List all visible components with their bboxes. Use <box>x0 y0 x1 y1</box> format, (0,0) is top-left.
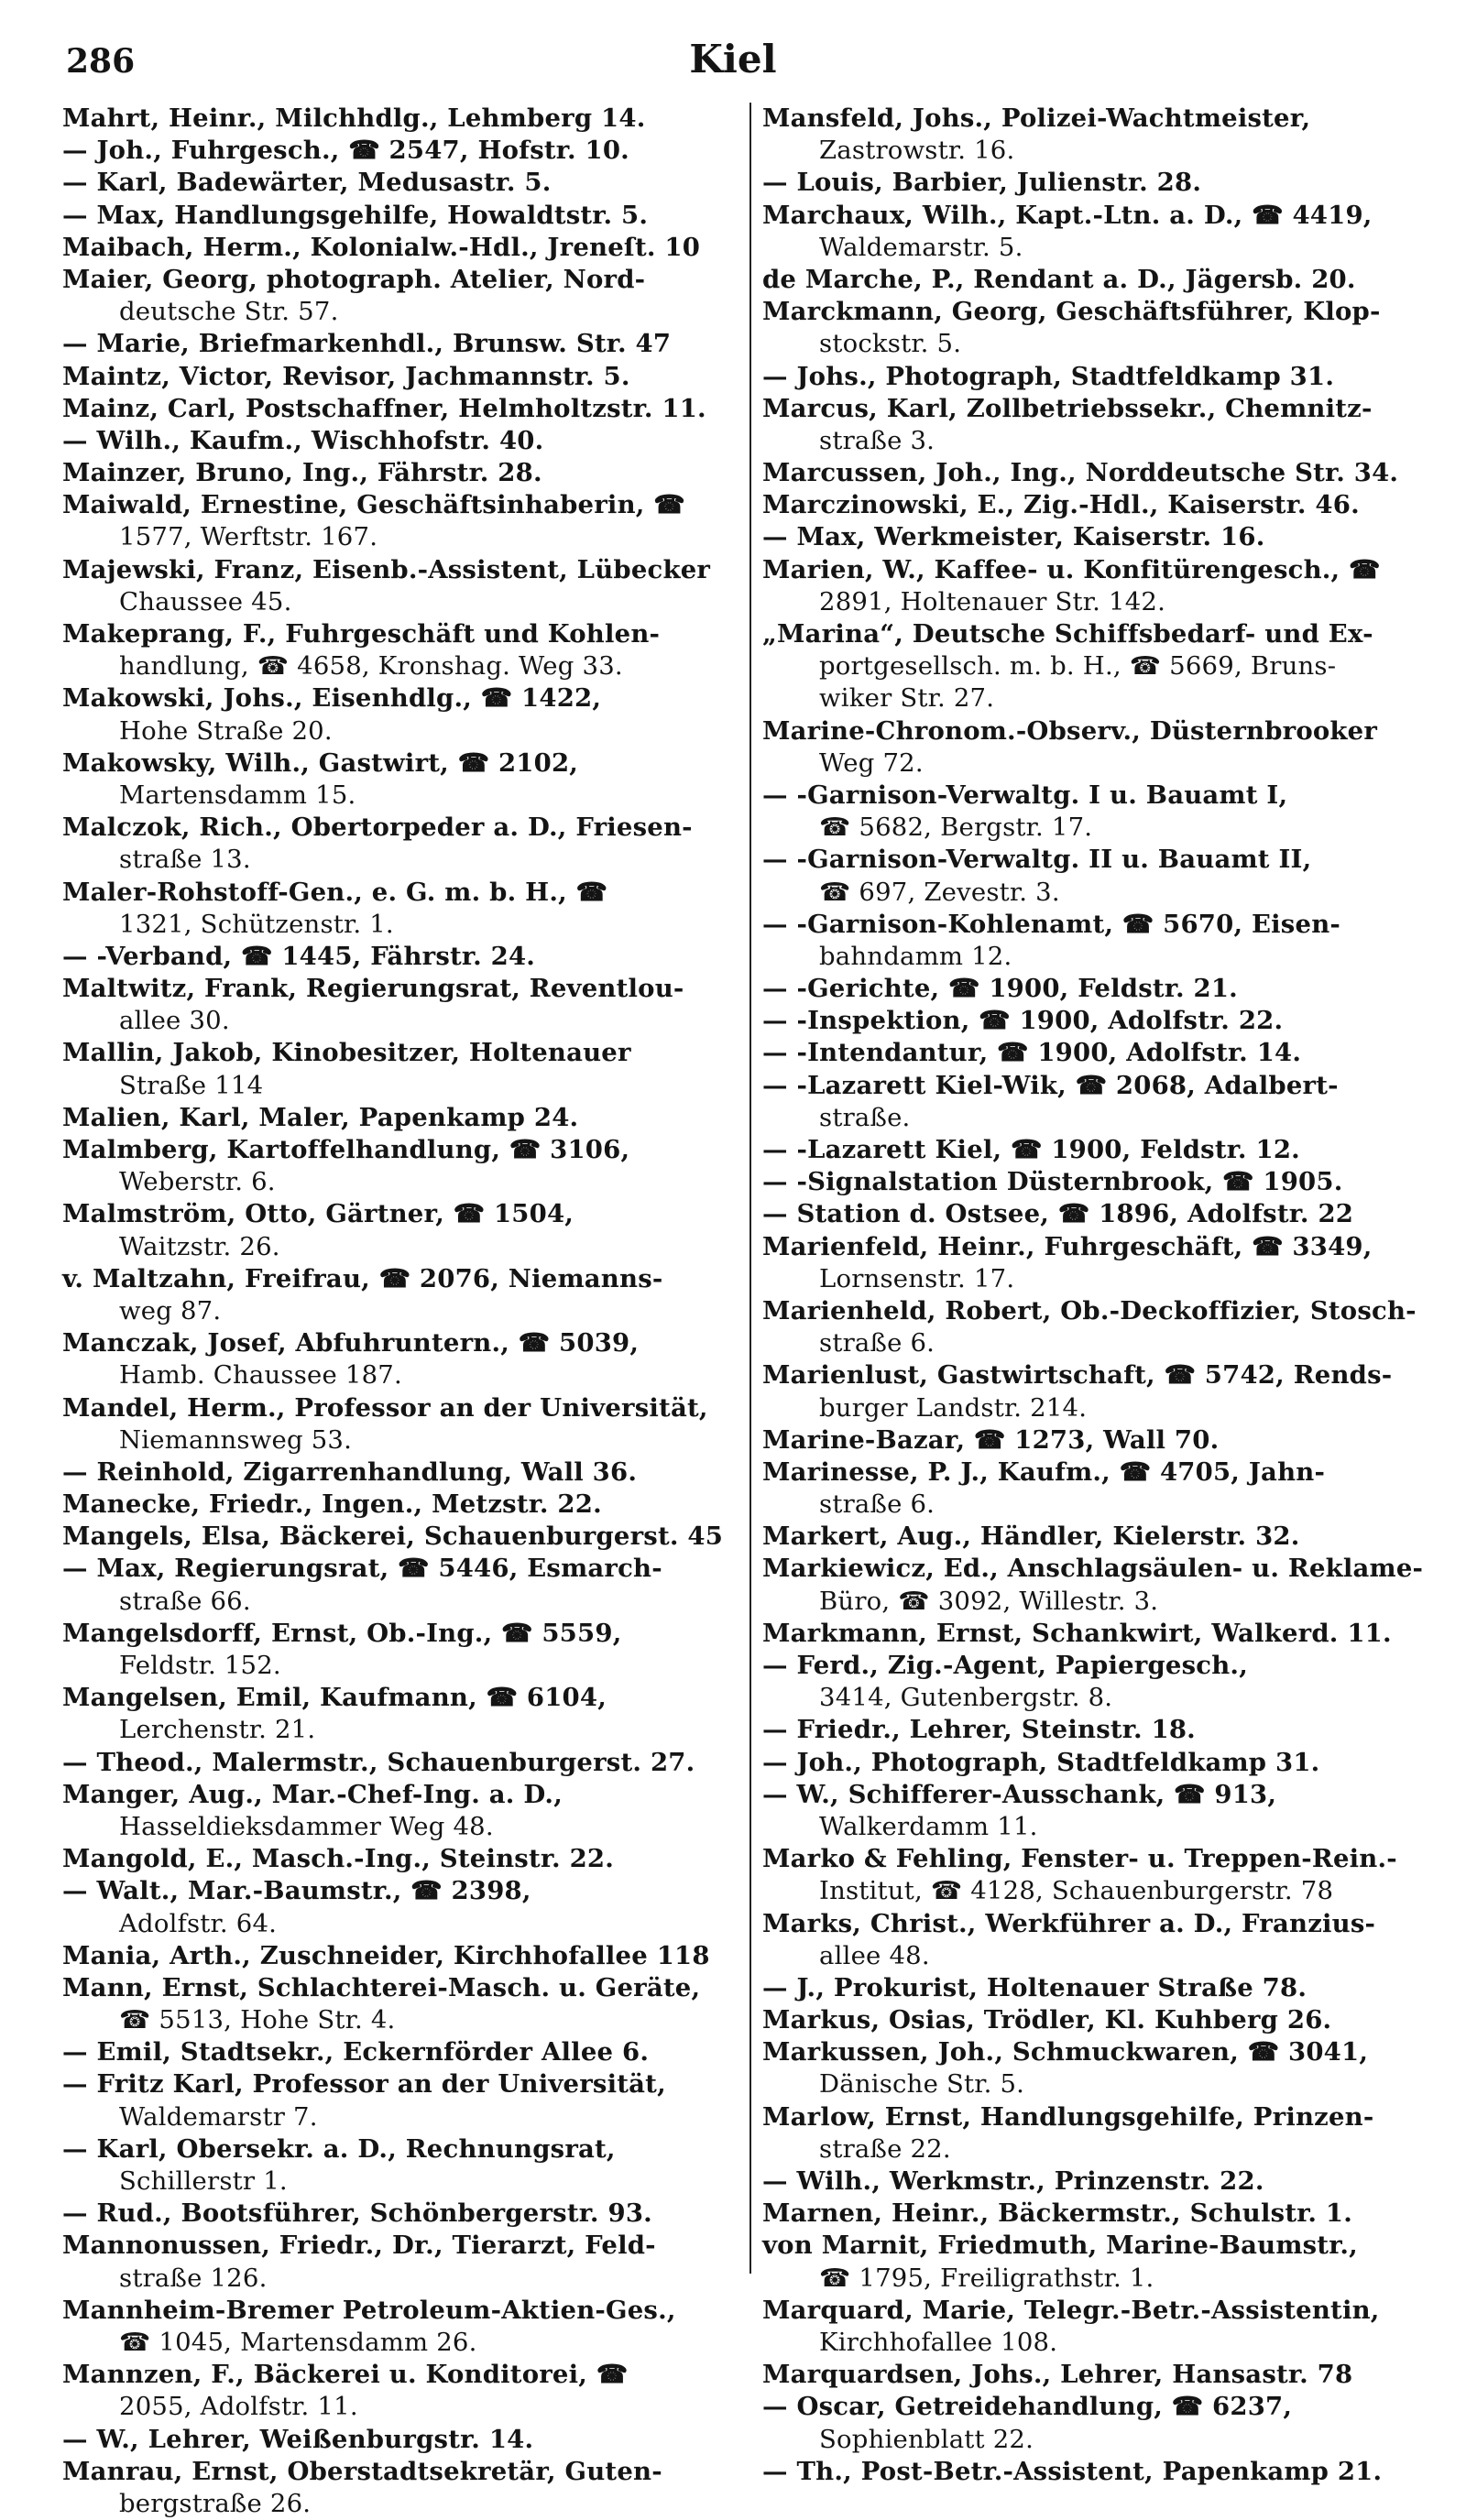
entry-continuation-line: ☎ 1795, Freiligrathstr. 1. <box>819 2263 1154 2293</box>
entry-continuation-line: Weg 72. <box>819 747 924 778</box>
entry-continuation-line: Chaussee 45. <box>119 586 292 616</box>
directory-entry-line: — -Inspektion, ☎ 1900, Adolfstr. 22. <box>762 1006 1284 1036</box>
directory-entry-line: — Joh., Fuhrgesch., ☎ 2547, Hofstr. 10. <box>62 136 629 166</box>
directory-entry-line: „Marina“, Deutsche Schiffsbedarf- und Ex- <box>762 619 1373 649</box>
directory-entry-line: — -Garnison-Kohlenamt, ☎ 5670, Eisen- <box>762 909 1340 939</box>
directory-entry-line: Marks, Christ., Werkführer a. D., Franzius- <box>762 1908 1376 1938</box>
directory-entry-line: — Louis, Barbier, Julienstr. 28. <box>762 168 1202 198</box>
entry-continuation-line: Hohe Straße 20. <box>119 715 333 746</box>
entry-continuation-line: Kirchhofallee 108. <box>819 2327 1058 2357</box>
left-column <box>62 103 740 2518</box>
directory-entry-line: Marienfeld, Heinr., Fuhrgeschäft, ☎ 3349, <box>762 1231 1373 1261</box>
directory-entry-line: — Wilh., Kaufm., Wischhofstr. 40. <box>62 425 544 455</box>
directory-entry-line: Marnen, Heinr., Bäckermstr., Schulstr. 1. <box>762 2198 1353 2229</box>
directory-entry-line: — -Intendantur, ☎ 1900, Adolfstr. 14. <box>762 1038 1302 1068</box>
directory-entry-line: — -Lazarett Kiel-Wik, ☎ 2068, Adalbert- <box>762 1070 1339 1100</box>
directory-entry-line: — Max, Werkmeister, Kaiserstr. 16. <box>762 522 1265 552</box>
entry-continuation-line: Walkerdamm 11. <box>819 1811 1038 1841</box>
directory-entry-line: — -Garnison-Verwaltg. I u. Bauamt I, <box>762 780 1288 810</box>
entry-continuation-line: Niemannsweg 53. <box>119 1424 353 1455</box>
entry-continuation-line: Schillerstr 1. <box>119 2166 288 2196</box>
directory-entry-line: Marczinowski, E., Zig.-Hdl., Kaiserstr. 46. <box>762 490 1360 520</box>
right-column <box>762 103 1440 2486</box>
entry-continuation-line: Straße 114 <box>119 1070 264 1100</box>
entry-continuation-line: ☎ 5513, Hohe Str. 4. <box>119 2005 396 2035</box>
directory-entry-line: — Marie, Briefmarkenhdl., Brunsw. Str. 47 <box>62 329 672 359</box>
directory-entry-line: — Emil, Stadtsekr., Eckernförder Allee 6. <box>62 2037 650 2067</box>
directory-entry-line: Mannheim-Bremer Petroleum-Aktien-Ges., <box>62 2295 676 2325</box>
directory-entry-line: Majewski, Franz, Eisenb.-Assistent, Lübecker <box>62 554 711 584</box>
entry-continuation-line: stockstr. 5. <box>819 329 962 359</box>
entry-continuation-line: straße 22. <box>819 2133 951 2164</box>
directory-entry-line: Mangold, E., Masch.-Ing., Steinstr. 22. <box>62 1844 615 1874</box>
entry-continuation-line: 1577, Werftstr. 167. <box>119 522 378 552</box>
directory-entry-line: — Th., Post-Betr.-Assistent, Papenkamp 21. <box>762 2456 1383 2486</box>
directory-entry-line: — -Signalstation Düsternbrook, ☎ 1905. <box>762 1167 1343 1197</box>
column-divider <box>749 103 751 2274</box>
directory-entry-line: Marquardsen, Johs., Lehrer, Hansastr. 78 <box>762 2360 1353 2390</box>
entry-continuation-line: Waldemarstr 7. <box>119 2101 318 2132</box>
directory-entry-line: Marine-Bazar, ☎ 1273, Wall 70. <box>762 1424 1220 1455</box>
directory-entry-line: — Theod., Malermstr., Schauenburgerst. 27. <box>62 1747 695 1777</box>
directory-entry-line: Maintz, Victor, Revisor, Jachmannstr. 5. <box>62 361 630 391</box>
directory-entry-line: Mangelsen, Emil, Kaufmann, ☎ 6104, <box>62 1683 607 1713</box>
entry-continuation-line: 2891, Holtenauer Str. 142. <box>819 586 1166 616</box>
directory-entry-line: Marckmann, Georg, Geschäftsführer, Klop- <box>762 297 1381 327</box>
entry-continuation-line: Waldemarstr. 5. <box>819 232 1023 262</box>
directory-entry-line: Marcussen, Joh., Ing., Norddeutsche Str. 34. <box>762 458 1399 488</box>
entry-continuation-line: straße 66. <box>119 1586 251 1616</box>
entry-continuation-line: bahndamm 12. <box>819 941 1012 971</box>
directory-entry-line: Manecke, Friedr., Ingen., Metzstr. 22. <box>62 1489 602 1520</box>
directory-entry-line: Mann, Ernst, Schlachterei-Masch. u. Geräte, <box>62 1972 701 2002</box>
directory-entry-line: — Karl, Badewärter, Medusastr. 5. <box>62 168 552 198</box>
directory-entry-line: Maier, Georg, photograph. Atelier, Nord- <box>62 264 646 294</box>
directory-entry-line: — -Garnison-Verwaltg. II u. Bauamt II, <box>762 845 1312 875</box>
directory-entry-line: Mainz, Carl, Postschaffner, Helmholtzstr. 11. <box>62 393 706 423</box>
directory-entry-line: — Wilh., Werkmstr., Prinzenstr. 22. <box>762 2166 1264 2196</box>
entry-continuation-line: allee 48. <box>819 1940 930 1970</box>
entry-continuation-line: burger Landstr. 214. <box>819 1392 1088 1423</box>
directory-entry-line: Mangels, Elsa, Bäckerei, Schauenburgerst. 45 <box>62 1522 724 1552</box>
entry-continuation-line: ☎ 1045, Martensdamm 26. <box>119 2327 477 2357</box>
directory-entry-line: Mania, Arth., Zuschneider, Kirchhofallee 118 <box>62 1940 710 1970</box>
directory-entry-line: Mahrt, Heinr., Milchhdlg., Lehmberg 14. <box>62 104 646 133</box>
entry-continuation-line: portgesellsch. m. b. H., ☎ 5669, Bruns- <box>819 651 1337 682</box>
directory-entry-line: — Joh., Photograph, Stadtfeldkamp 31. <box>762 1747 1320 1777</box>
directory-entry-line: Maiwald, Ernestine, Geschäftsinhaberin, ☎ <box>62 490 685 520</box>
page-number: 286 <box>66 42 136 81</box>
directory-entry-line: Markus, Osias, Trödler, Kl. Kuhberg 26. <box>762 2005 1332 2035</box>
directory-entry-line: Marchaux, Wilh., Kapt.-Ltn. a. D., ☎ 4419, <box>762 200 1373 230</box>
directory-entry-line: — Rud., Bootsführer, Schönbergerstr. 93. <box>62 2198 652 2229</box>
directory-entry-line: — -Verband, ☎ 1445, Fährstr. 24. <box>62 941 536 971</box>
directory-entry-line: Markiewicz, Ed., Anschlagsäulen- u. Reklame- <box>762 1554 1424 1584</box>
directory-entry-line: — J., Prokurist, Holtenauer Straße 78. <box>762 1972 1307 2002</box>
directory-entry-line: — Ferd., Zig.-Agent, Papiergesch., <box>762 1651 1248 1680</box>
entry-continuation-line: Feldstr. 152. <box>119 1651 281 1680</box>
entry-continuation-line: deutsche Str. 57. <box>119 297 339 327</box>
directory-entry-line: Malien, Karl, Maler, Papenkamp 24. <box>62 1102 579 1132</box>
directory-entry-line: Marine-Chronom.-Observ., Düsternbrooker <box>762 715 1378 746</box>
entry-continuation-line: bergstraße 26. <box>119 2488 312 2518</box>
directory-entry-line: Maibach, Herm., Kolonialw.-Hdl., Jreneſt. 10 <box>62 232 701 262</box>
directory-entry-line: Mannonussen, Friedr., Dr., Tierarzt, Feld- <box>62 2231 656 2261</box>
directory-entry-line: Mannzen, F., Bäckerei u. Konditorei, ☎ <box>62 2360 629 2390</box>
directory-entry-line: v. Maltzahn, Freifrau, ☎ 2076, Niemanns- <box>62 1263 663 1293</box>
directory-entry-line: Maler-Rohstoff-Gen., e. G. m. b. H., ☎ <box>62 877 608 907</box>
entry-continuation-line: Zastrowstr. 16. <box>819 136 1015 166</box>
directory-entry-line: — Oscar, Getreidehandlung, ☎ 6237, <box>762 2392 1293 2422</box>
entry-continuation-line: straße 126. <box>119 2263 268 2293</box>
entry-continuation-line: weg 87. <box>119 1295 222 1325</box>
entry-continuation-line: Büro, ☎ 3092, Willestr. 3. <box>819 1586 1159 1616</box>
entry-continuation-line: 3414, Gutenbergstr. 8. <box>819 1683 1113 1713</box>
entry-continuation-line: straße. <box>819 1102 911 1132</box>
directory-entry-line: Marinesse, P. J., Kaufm., ☎ 4705, Jahn- <box>762 1456 1326 1487</box>
directory-entry-line: Mandel, Herm., Professor an der Universität, <box>62 1392 708 1423</box>
directory-entry-line: — Station d. Ostsee, ☎ 1896, Adolfstr. 22 <box>762 1199 1354 1229</box>
directory-entry-line: — Friedr., Lehrer, Steinstr. 18. <box>762 1715 1196 1745</box>
directory-entry-line: Malczok, Rich., Obertorpeder a. D., Friesen- <box>62 813 693 843</box>
directory-entry-line: — Max, Handlungsgehilfe, Howaldtstr. 5. <box>62 200 649 230</box>
entry-continuation-line: straße 6. <box>819 1328 935 1358</box>
directory-entry-line: Mainzer, Bruno, Ing., Fährstr. 28. <box>62 458 542 488</box>
directory-entry-line: de Marche, P., Rendant a. D., Jägersb. 20. <box>762 264 1356 294</box>
directory-entry-line: Makowski, Johs., Eisenhdlg., ☎ 1422, <box>62 683 602 714</box>
entry-continuation-line: Weberstr. 6. <box>119 1167 276 1197</box>
page-title: Kiel <box>689 37 777 82</box>
directory-entry-line: Marquard, Marie, Telegr.-Betr.-Assistentin, <box>762 2295 1380 2325</box>
directory-entry-line: Malmström, Otto, Gärtner, ☎ 1504, <box>62 1199 574 1229</box>
entry-continuation-line: 1321, Schützenstr. 1. <box>119 909 394 939</box>
directory-entry-line: Markmann, Ernst, Schankwirt, Walkerd. 11. <box>762 1618 1392 1648</box>
directory-entry-line: — Reinhold, Zigarrenhandlung, Wall 36. <box>62 1456 638 1487</box>
entry-continuation-line: Hasseldieksdammer Weg 48. <box>119 1811 494 1841</box>
directory-entry-line: — -Gerichte, ☎ 1900, Feldstr. 21. <box>762 974 1238 1004</box>
entry-continuation-line: Lornsenstr. 17. <box>819 1263 1015 1293</box>
entry-continuation-line: ☎ 5682, Bergstr. 17. <box>819 813 1093 843</box>
entry-continuation-line: straße 3. <box>819 425 935 455</box>
entry-continuation-line: Adolfstr. 64. <box>119 1908 278 1938</box>
directory-entry-line: — Max, Regierungsrat, ☎ 5446, Esmarch- <box>62 1554 662 1584</box>
directory-entry-line: von Marnit, Friedmuth, Marine-Baumstr., <box>762 2231 1358 2261</box>
directory-entry-line: Markussen, Joh., Schmuckwaren, ☎ 3041, <box>762 2037 1369 2067</box>
directory-entry-line: Manczak, Josef, Abfuhruntern., ☎ 5039, <box>62 1328 640 1358</box>
entry-continuation-line: straße 6. <box>819 1489 935 1520</box>
directory-entry-line: Manrau, Ernst, Oberstadtsekretär, Guten- <box>62 2456 662 2486</box>
directory-entry-line: Marienheld, Robert, Ob.-Deckoffizier, Stosch- <box>762 1295 1417 1325</box>
directory-entry-line: Manger, Aug., Mar.-Chef-Ing. a. D., <box>62 1779 563 1809</box>
entry-continuation-line: allee 30. <box>119 1006 230 1036</box>
entry-continuation-line: Dänische Str. 5. <box>819 2069 1025 2100</box>
entry-continuation-line: straße 13. <box>119 845 251 875</box>
entry-continuation-line: Lerchenstr. 21. <box>119 1715 316 1745</box>
entry-continuation-line: Waitzstr. 26. <box>119 1231 280 1261</box>
directory-entry-line: Mansfeld, Johs., Polizei-Wachtmeister, <box>762 104 1311 133</box>
directory-entry-line: — Johs., Photograph, Stadtfeldkamp 31. <box>762 361 1335 391</box>
directory-entry-line: — Walt., Mar.-Baumstr., ☎ 2398, <box>62 1876 531 1906</box>
directory-entry-line: — W., Lehrer, Weißenburgstr. 14. <box>62 2424 534 2454</box>
directory-entry-line: Mallin, Jakob, Kinobesitzer, Holtenauer <box>62 1038 631 1068</box>
directory-entry-line: Markert, Aug., Händler, Kielerstr. 32. <box>762 1522 1300 1552</box>
directory-entry-line: Marko & Fehling, Fenster- u. Treppen-Rein.- <box>762 1844 1397 1874</box>
entry-continuation-line: handlung, ☎ 4658, Kronshag. Weg 33. <box>119 651 623 682</box>
directory-entry-line: — Karl, Obersekr. a. D., Rechnungsrat, <box>62 2133 616 2164</box>
page-header <box>0 37 1466 92</box>
directory-entry-line: Marcus, Karl, Zollbetriebssekr., Chemnitz- <box>762 393 1373 423</box>
entry-continuation-line: 2055, Adolfstr. 11. <box>119 2392 358 2422</box>
entry-continuation-line: Sophienblatt 22. <box>819 2424 1034 2454</box>
directory-entry-line: — W., Schifferer-Ausschank, ☎ 913, <box>762 1779 1277 1809</box>
directory-entry-line: Malmberg, Kartoffelhandlung, ☎ 3106, <box>62 1135 630 1164</box>
directory-entry-line: Makowsky, Wilh., Gastwirt, ☎ 2102, <box>62 747 579 778</box>
directory-entry-line: Marien, W., Kaffee- u. Konfitürengesch., ☎ <box>762 554 1381 584</box>
entry-continuation-line: ☎ 697, Zevestr. 3. <box>819 877 1060 907</box>
directory-entry-line: — Fritz Karl, Professor an der Universität, <box>62 2069 666 2100</box>
entry-continuation-line: wiker Str. 27. <box>819 683 995 714</box>
entry-continuation-line: Hamb. Chaussee 187. <box>119 1360 402 1391</box>
directory-entry-line: Marlow, Ernst, Handlungsgehilfe, Prinzen- <box>762 2101 1374 2132</box>
directory-entry-line: Maltwitz, Frank, Regierungsrat, Reventlou- <box>62 974 684 1004</box>
directory-entry-line: Makeprang, F., Fuhrgeschäft und Kohlen- <box>62 619 661 649</box>
directory-entry-line: Mangelsdorff, Ernst, Ob.-Ing., ☎ 5559, <box>62 1618 622 1648</box>
directory-entry-line: Marienlust, Gastwirtschaft, ☎ 5742, Rends- <box>762 1360 1393 1391</box>
entry-continuation-line: Martensdamm 15. <box>119 780 356 810</box>
entry-continuation-line: Institut, ☎ 4128, Schauenburgerstr. 78 <box>819 1876 1334 1906</box>
directory-entry-line: — -Lazarett Kiel, ☎ 1900, Feldstr. 12. <box>762 1135 1300 1164</box>
